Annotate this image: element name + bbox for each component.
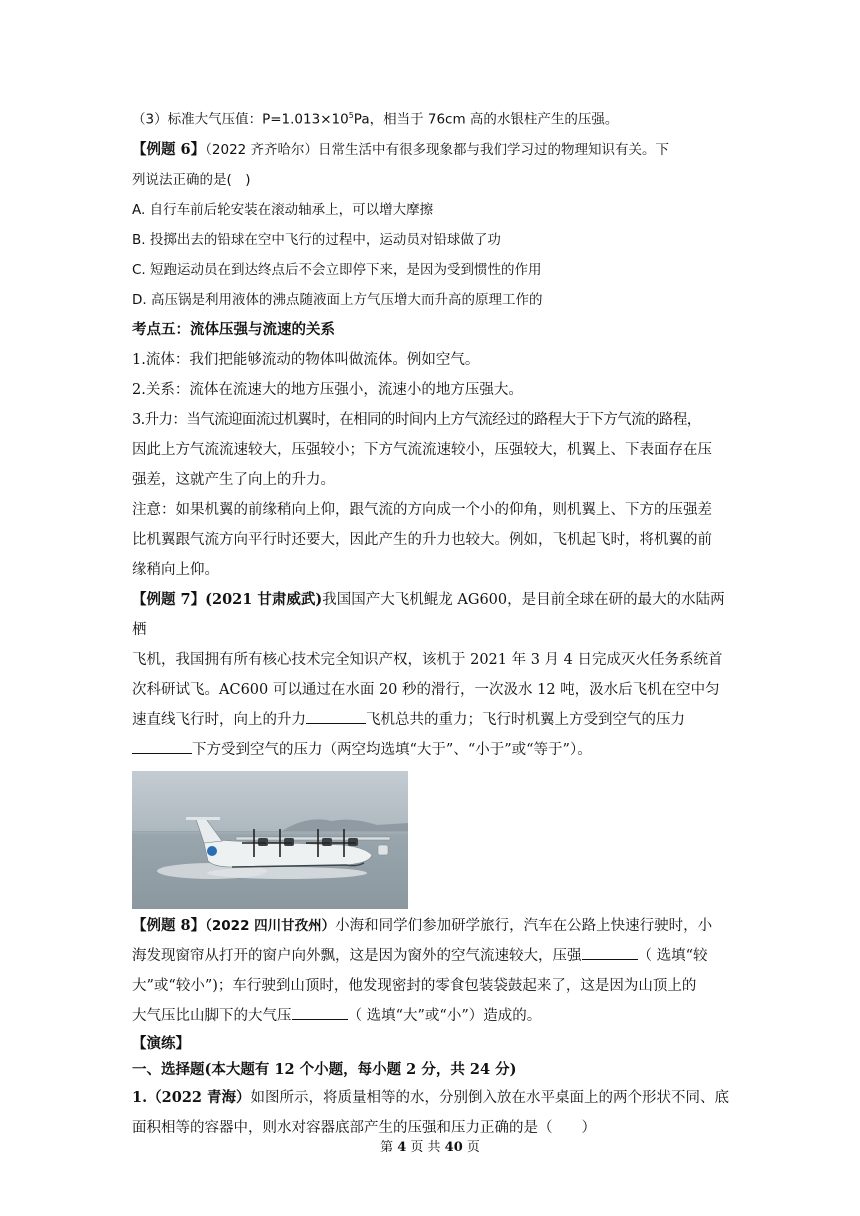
drill-heading: 【演练】 [132, 1034, 190, 1052]
text: （3）标准大气压值：P=1.013×10 [132, 111, 349, 128]
note-line-1: 注意：如果机翼的前缘稍向上仰，跟气流的方向成一个小的仰角，则机翼上、下方的压强差 [132, 501, 712, 518]
answer-blank [582, 945, 638, 960]
example-6-question [132, 135, 734, 165]
point-3-line-2: 因此上方气流流速较大，压强较小；下方气流流速较小，压强较大，机翼上、下表面存在压 [132, 441, 712, 458]
option-d: D. 高压锅是利用液体的沸点随液面上方气压增大而升高的原理工作的 [132, 291, 543, 308]
example-8-line-4 [132, 1001, 734, 1031]
section-1-heading: 一、选择题(本大题有 12 个小题，每小题 2 分，共 24 分) [132, 1060, 517, 1078]
knowledge-point-5-heading: 考点五：流体压强与流速的关系 [132, 320, 335, 338]
note-line-3: 缘稍向上仰。 [132, 561, 219, 578]
example-6-question-cont: 列说法正确的是( ) [132, 171, 251, 188]
point-1: 1.流体：我们把能够流动的物体叫做流体。例如空气。 [132, 351, 480, 368]
option-b: B. 投掷出去的铅球在空中飞行的过程中，运动员对铅球做了功 [132, 231, 501, 248]
question-text: 日常生活中有很多现象都与我们学习过的物理知识有关。下 [318, 141, 670, 158]
point-3-line-3: 强差，这就产生了向上的升力。 [132, 471, 335, 488]
point-3-line-1: 3.升力：当气流迎面流过机翼时，在相同的时间内上方气流经过的路程大于下方气流的路程， [132, 411, 701, 428]
text: 飞机总共的重力；飞行时机翼上方受到空气的压力 [366, 711, 685, 728]
text: （ 选填“较 [637, 947, 708, 964]
text: 海发现窗帘从打开的窗户向外飘，这是因为窗外的空气流速较大，压强 [132, 947, 582, 964]
text: （ 选填“大”或“小”）造成的。 [347, 1007, 542, 1024]
page-content [132, 101, 734, 1143]
example-7-line-2: 飞机，我国拥有所有核心技术完全知识产权，该机于 2021 年 3 月 4 日完成灭火任务系统首 [132, 651, 723, 668]
question-source: 1.（2022 青海） [132, 1088, 251, 1106]
option-a: A. 自行车前后轮安装在滚动轴承上，可以增大摩擦 [132, 201, 434, 218]
example-tag: 【例题 7】 [132, 590, 206, 608]
question-text: 我国国产大飞机鲲龙 AG600，是目前全球在研的最大的水陆两栖 [132, 591, 725, 638]
option-c: C. 短跑运动员在到达终点后不会立即停下来，是因为受到惯性的作用 [132, 261, 542, 278]
seaplane-image [132, 771, 408, 909]
example-8-line-3: 大”或“较小”)；车行驶到山顶时，他发现密封的零食包装袋鼓起来了，这是因为山顶上的 [132, 977, 697, 994]
example-7-line-5 [132, 735, 734, 765]
text: Pa，相当于 76cm 高的水银柱产生的压强。 [353, 111, 619, 128]
note-line-2: 比机翼跟气流方向平行时还要大，因此产生的升力也较大。例如，飞机起飞时，将机翼的前 [132, 531, 712, 548]
answer-blank [292, 1005, 348, 1020]
footer-text: 页 共 [406, 1140, 445, 1155]
example-source: （2022 四川甘孜州） [205, 917, 336, 934]
question-1-line-2: 面积相等的容器中，则水对容器底部产生的压强和压力正确的是（ ） [132, 1119, 596, 1136]
atmospheric-pressure-line [132, 101, 734, 135]
text: 速直线飞行时，向上的升力 [132, 711, 306, 728]
current-page-number: 4 [397, 1140, 407, 1155]
example-tag: 【例题 8】 [132, 916, 206, 934]
superscript: 5 [348, 111, 354, 120]
question-text: 如图所示，将质量相等的水，分别倒入放在水平桌面上的两个形状不同、底 [250, 1089, 730, 1106]
question-text: 小海和同学们参加研学旅行，汽车在公路上快速行驶时，小 [335, 917, 713, 934]
example-7-line-4 [132, 705, 734, 735]
example-7-line-3: 次科研试飞。AC600 可以通过在水面 20 秒的滑行，一次汲水 12 吨，汲水后飞机在空中匀 [132, 681, 720, 698]
example-8-question [132, 911, 734, 941]
example-7-question [132, 585, 734, 645]
amphibious-plane-photo [132, 771, 408, 909]
page-footer [0, 1136, 860, 1155]
text: 大气压比山脚下的大气压 [132, 1007, 292, 1024]
total-page-count: 40 [444, 1140, 463, 1155]
question-1 [132, 1083, 734, 1113]
example-tag: 【例题 6】 [132, 140, 206, 158]
answer-blank [306, 709, 366, 724]
point-2: 2.关系：流体在流速大的地方压强小，流速小的地方压强大。 [132, 381, 523, 398]
footer-text: 第 [380, 1140, 398, 1155]
footer-text: 页 [462, 1140, 480, 1155]
example-source: （2022 齐齐哈尔） [205, 141, 319, 158]
example-source: (2021 甘肃威武) [205, 590, 323, 608]
answer-blank [132, 739, 192, 754]
example-8-line-2 [132, 941, 734, 971]
text: 下方受到空气的压力（两空均选填“大于”、“小于”或“等于”）。 [192, 741, 592, 758]
